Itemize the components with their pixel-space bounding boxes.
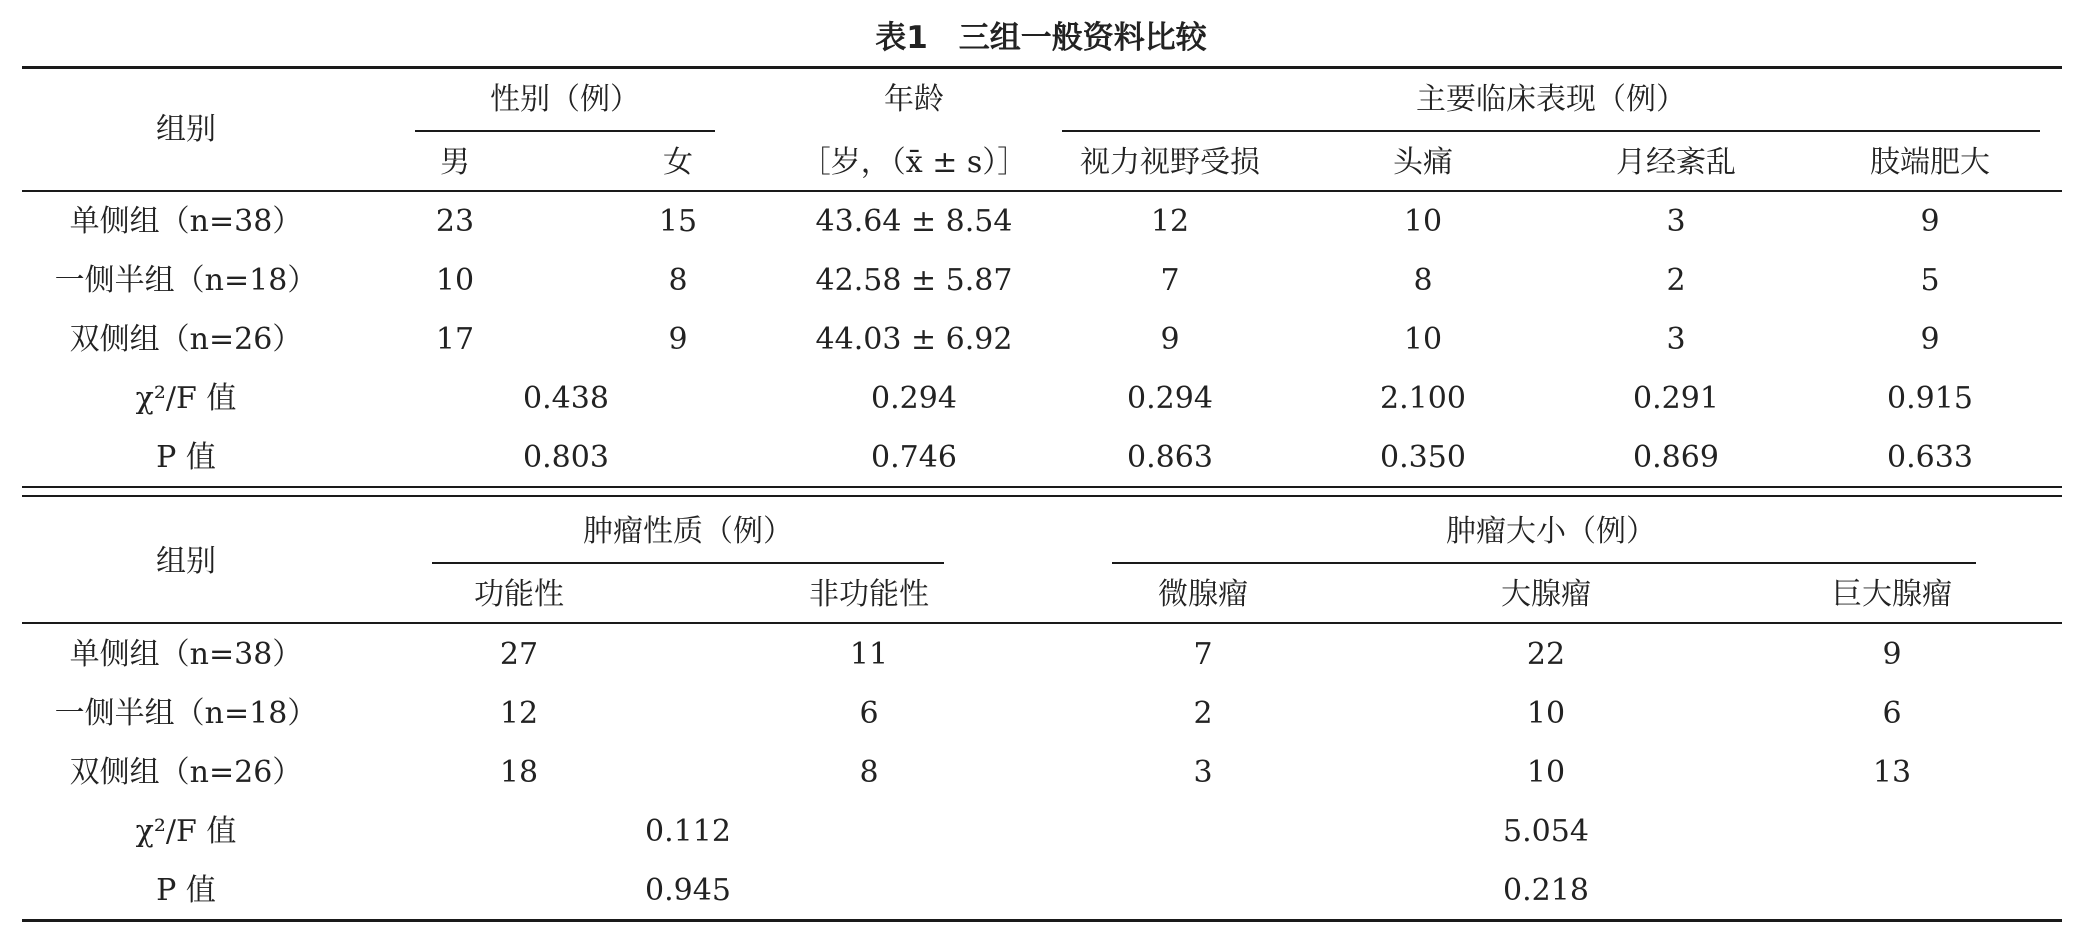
stat-headache: 2.100	[1380, 381, 1466, 416]
cell-headache: 8	[1413, 263, 1433, 298]
row-group-label: 双侧组（n=26）	[69, 755, 303, 790]
cell-nonfunctional: 11	[849, 637, 889, 672]
stat-sex: 0.438	[523, 381, 609, 416]
female-header: 女	[663, 145, 693, 180]
row-group-label: 一侧半组（n=18）	[54, 696, 318, 731]
male-header: 男	[440, 145, 470, 180]
cell-micro: 2	[1193, 696, 1213, 731]
cell-age: 42.58 ± 5.87	[815, 263, 1013, 298]
p-menstrual: 0.869	[1633, 440, 1719, 475]
sex-header: 性别（例）	[490, 82, 640, 117]
clinical-header: 主要临床表现（例）	[1416, 82, 1686, 117]
cell-functional: 18	[499, 755, 539, 790]
cell-male: 17	[435, 322, 475, 357]
cell-macro: 10	[1526, 755, 1566, 790]
cell-female: 8	[668, 263, 688, 298]
stat-row-label: χ²/F 值	[135, 814, 237, 849]
stat-vision: 0.294	[1127, 381, 1213, 416]
giant-header: 巨大腺瘤	[1832, 577, 1952, 612]
cell-menstrual: 3	[1666, 204, 1686, 239]
stat-row-label: χ²/F 值	[135, 381, 237, 416]
sex-header-underline	[415, 130, 715, 132]
p-row-label: P 值	[156, 873, 216, 908]
header-bottom-rule-2	[22, 622, 2062, 624]
age-unit: ［岁，（x̄ ± s）］	[800, 145, 1028, 180]
p-row-label: P 值	[156, 440, 216, 475]
group-header-2: 组别	[156, 544, 216, 579]
table-title: 表1 三组一般资料比较	[875, 20, 1207, 56]
clinical-header-underline	[1062, 130, 2040, 132]
top-rule	[22, 66, 2062, 69]
clinical-col-vision: 视力视野受损	[1080, 145, 1260, 180]
age-header: 年龄	[884, 82, 944, 117]
cell-age: 43.64 ± 8.54	[815, 204, 1013, 239]
cell-vision: 12	[1150, 204, 1190, 239]
clinical-col-menstrual: 月经紊乱	[1616, 145, 1736, 180]
stat-age: 0.294	[871, 381, 957, 416]
cell-menstrual: 2	[1666, 263, 1686, 298]
p-size: 0.218	[1503, 873, 1589, 908]
section-divider-top	[22, 486, 2062, 488]
cell-micro: 3	[1193, 755, 1213, 790]
section-divider-bottom	[22, 495, 2062, 497]
micro-header: 微腺瘤	[1158, 577, 1248, 612]
stat-nature: 0.112	[645, 814, 731, 849]
cell-male: 23	[435, 204, 475, 239]
cell-giant: 6	[1882, 696, 1902, 731]
cell-headache: 10	[1403, 322, 1443, 357]
p-acromegaly: 0.633	[1887, 440, 1973, 475]
row-group-label: 单侧组（n=38）	[69, 204, 303, 239]
stat-size: 5.054	[1503, 814, 1589, 849]
stat-acromegaly: 0.915	[1887, 381, 1973, 416]
cell-macro: 10	[1526, 696, 1566, 731]
cell-female: 9	[668, 322, 688, 357]
cell-giant: 9	[1882, 637, 1902, 672]
cell-nonfunctional: 8	[859, 755, 879, 790]
cell-micro: 7	[1193, 637, 1213, 672]
p-sex: 0.803	[523, 440, 609, 475]
cell-macro: 22	[1526, 637, 1566, 672]
nonfunctional-header: 非功能性	[809, 577, 929, 612]
row-group-label: 双侧组（n=26）	[69, 322, 303, 357]
cell-vision: 9	[1160, 322, 1180, 357]
bottom-rule	[22, 919, 2062, 922]
clinical-col-headache: 头痛	[1393, 145, 1453, 180]
cell-functional: 27	[499, 637, 539, 672]
p-nature: 0.945	[645, 873, 731, 908]
cell-male: 10	[435, 263, 475, 298]
macro-header: 大腺瘤	[1501, 577, 1591, 612]
functional-header: 功能性	[474, 577, 564, 612]
cell-giant: 13	[1872, 755, 1912, 790]
cell-acromegaly: 5	[1920, 263, 1940, 298]
cell-acromegaly: 9	[1920, 204, 1940, 239]
clinical-col-acromegaly: 肢端肥大	[1870, 145, 1990, 180]
group-header: 组别	[156, 112, 216, 147]
p-age: 0.746	[871, 440, 957, 475]
header-bottom-rule-1	[22, 190, 2062, 192]
cell-vision: 7	[1160, 263, 1180, 298]
stat-menstrual: 0.291	[1633, 381, 1719, 416]
p-vision: 0.863	[1127, 440, 1213, 475]
cell-functional: 12	[499, 696, 539, 731]
cell-acromegaly: 9	[1920, 322, 1940, 357]
nature-header-underline	[432, 562, 944, 564]
row-group-label: 单侧组（n=38）	[69, 637, 303, 672]
cell-headache: 10	[1403, 204, 1443, 239]
cell-age: 44.03 ± 6.92	[815, 322, 1013, 357]
size-header: 肿瘤大小（例）	[1446, 514, 1656, 549]
row-group-label: 一侧半组（n=18）	[54, 263, 318, 298]
cell-nonfunctional: 6	[859, 696, 879, 731]
nature-header: 肿瘤性质（例）	[583, 514, 793, 549]
size-header-underline	[1112, 562, 1976, 564]
p-headache: 0.350	[1380, 440, 1466, 475]
cell-menstrual: 3	[1666, 322, 1686, 357]
cell-female: 15	[658, 204, 698, 239]
